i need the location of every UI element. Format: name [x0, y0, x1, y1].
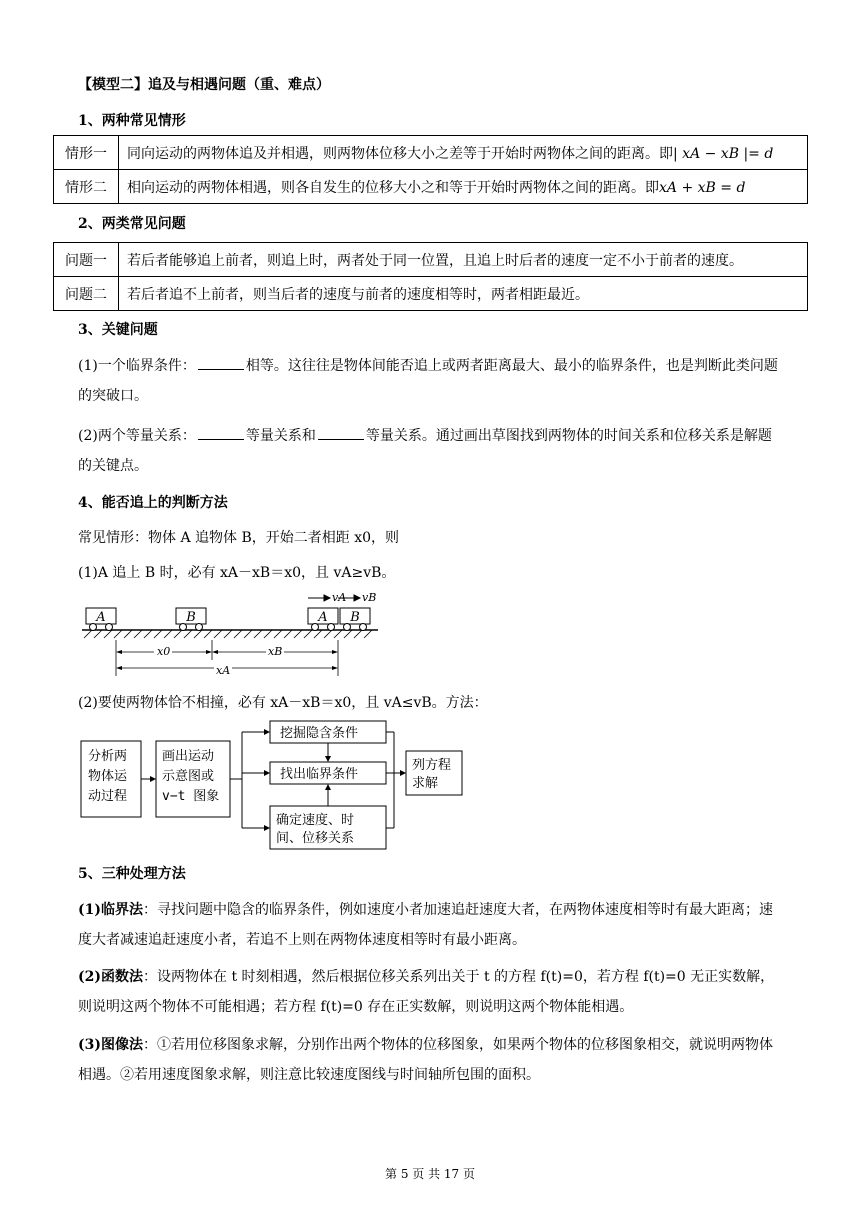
heading-3: 3、关键问题: [78, 322, 158, 338]
row-label: 问题一: [54, 243, 119, 277]
cart-b-end: [340, 608, 370, 631]
cart-b-label: B: [350, 610, 360, 625]
method-2-text: ：设两物体在 t 时刻相遇，然后根据位移关系列出关于 t 的方程 f(t)=0，若方程 f(t)=0 无正实数解，则说明这两个物体不可能相遇；若方程 f(t)=0 存在正实数解，则说明这两个物体能相遇。: [78, 969, 775, 1015]
cart-a-label: A: [96, 610, 106, 625]
item-1: (1)A 追上 B 时，必有 xA－xB＝x0，且 vA≥vB。: [78, 565, 396, 581]
flow-box3: 挖掘隐含条件: [280, 726, 359, 741]
method-1-label: (1)临界法: [78, 902, 143, 918]
p2-mid: 等量关系和: [245, 428, 316, 444]
p1-post: 相等。这往往是物体间能否追上或两者距离最大、最小的临界条件，也是判断此类问题的突破口。: [78, 358, 778, 404]
x0-label: x0: [157, 645, 171, 658]
flow-box1-line: 动过程: [88, 789, 128, 804]
flow-box6-line: 求解: [412, 776, 439, 791]
vb-label: vB: [362, 591, 377, 604]
row-label: 情形一: [54, 136, 119, 170]
table-problems: [53, 242, 808, 311]
table-row: [54, 136, 808, 170]
method-1: [78, 895, 783, 955]
intro-text: 常见情形：物体 A 追物体 B，开始二者相距 x0，则: [78, 530, 400, 546]
flow-box1-line: 分析两: [88, 749, 128, 764]
row-label: 情形二: [54, 170, 119, 204]
fill-blank: [198, 425, 244, 440]
flow-box2-line: 示意图或: [162, 769, 215, 784]
heading-4: 4、能否追上的判断方法: [78, 495, 228, 511]
flow-box4: 找出临界条件: [280, 767, 359, 782]
method-3-label: (3)图像法: [78, 1037, 143, 1053]
row-text: 若后者追不上前者，则当后者的速度与前者的速度相等时，两者相距最近。: [119, 277, 808, 311]
flow-box1-line: 物体运: [88, 769, 128, 784]
motion-diagram: [80, 588, 380, 680]
table-situations: [53, 135, 808, 204]
formula: xA + xB = d: [659, 179, 746, 196]
cart-a-end: [308, 608, 338, 631]
cart-a-label: A: [318, 610, 328, 625]
cart-b-start: [176, 608, 206, 631]
row-text: 若后者能够追上前者，则追上时，两者处于同一位置，且追上时后者的速度一定不小于前者的速度。: [119, 243, 808, 277]
p2-pre: (2)两个等量关系：: [78, 428, 196, 444]
heading-2: 2、两类常见问题: [78, 216, 186, 232]
row-text: [119, 170, 808, 204]
heading-1: 1、两种常见情形: [78, 113, 186, 129]
method-3: [78, 1030, 783, 1090]
key-point-1: [78, 351, 783, 411]
heading-5: 5、三种处理方法: [78, 866, 186, 882]
table-row: [54, 277, 808, 311]
cart-a-start: [86, 608, 116, 631]
fill-blank: [198, 355, 244, 370]
row-label: 问题二: [54, 277, 119, 311]
table-row: [54, 170, 808, 204]
p1-pre: (1)一个临界条件：: [78, 358, 196, 374]
fill-blank: [318, 425, 364, 440]
flow-box2-line: v−t 图象: [162, 789, 220, 804]
cart-b-label: B: [186, 610, 196, 625]
flow-box6-line: 列方程: [412, 758, 452, 773]
item-2: (2)要使两物体恰不相撞，必有 xA－xB＝x0，且 vA≤vB。方法：: [78, 695, 488, 711]
method-1-text: ：寻找问题中隐含的临界条件，例如速度小者加速追赶速度大者，在两物体速度相等时有最大距离；速度大者减速追赶速度小者，若追不上则在两物体速度相等时有最小距离。: [78, 902, 773, 948]
method-2-label: (2)函数法: [78, 969, 143, 985]
page-footer: 第 5 页 共 17 页: [385, 1167, 475, 1181]
section-title: 【模型二】追及与相遇问题（重、难点）: [78, 77, 330, 93]
method-flowchart: [80, 718, 470, 853]
row-text: [119, 136, 808, 170]
formula: | xA − xB |= d: [673, 145, 774, 162]
key-point-2: [78, 421, 783, 481]
p2-post: 等量关系。通过画出草图找到两物体的时间关系和位移关系是解题的关键点。: [78, 428, 772, 474]
xa-label: xA: [216, 664, 231, 677]
flow-box5-line: 确定速度、时: [276, 813, 355, 828]
table-row: [54, 243, 808, 277]
va-label: vA: [332, 591, 347, 604]
method-2: [78, 962, 783, 1022]
xb-label: xB: [268, 645, 283, 658]
row-text-body: 相向运动的两物体相遇，则各自发生的位移大小之和等于开始时两物体之间的距离。即: [127, 179, 659, 196]
row-text-body: 同向运动的两物体追及并相遇，则两物体位移大小之差等于开始时两物体之间的距离。即: [127, 145, 673, 162]
method-3-text: ：①若用位移图象求解，分别作出两个物体的位移图象，如果两个物体的位移图象相交，就说明两物体相遇。②若用速度图象求解，则注意比较速度图线与时间轴所包围的面积。: [78, 1037, 773, 1083]
flow-box5-line: 间、位移关系: [276, 831, 355, 846]
flow-box2-line: 画出运动: [162, 749, 215, 764]
